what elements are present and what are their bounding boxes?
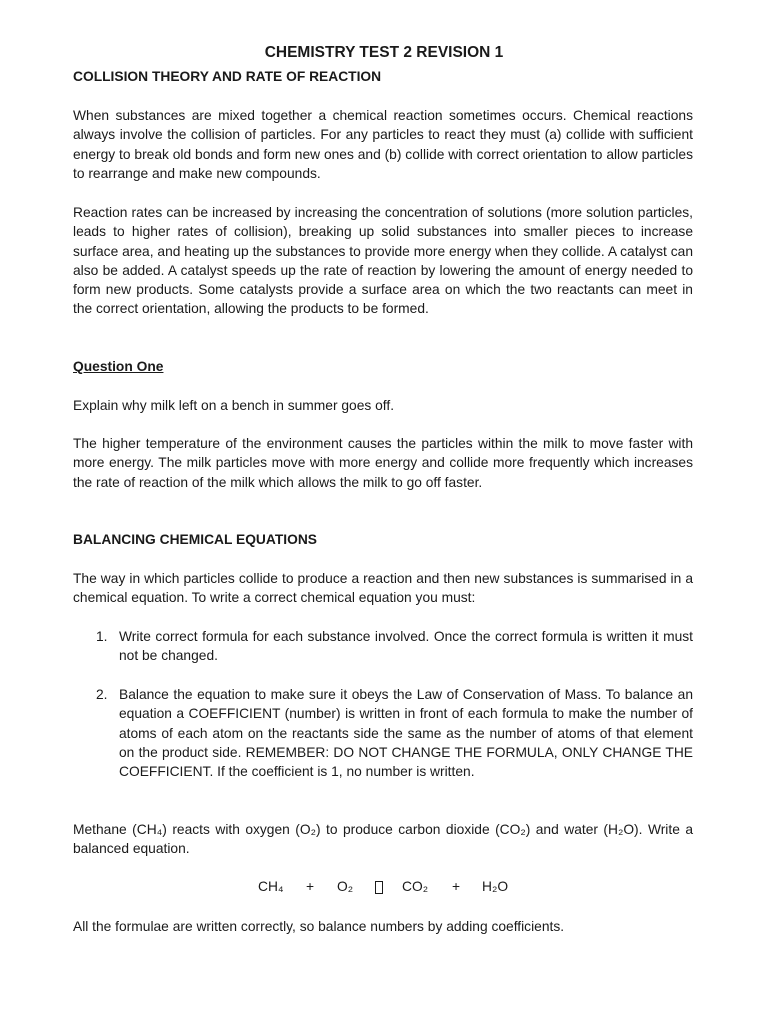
list-item-number: 1. bbox=[96, 629, 108, 644]
equation-term-h2o: H₂O bbox=[482, 879, 509, 894]
section-heading-balancing: BALANCING CHEMICAL EQUATIONS bbox=[73, 532, 317, 547]
reaction-arrow-icon bbox=[375, 877, 383, 899]
section-heading-collision-theory: COLLISION THEORY AND RATE OF REACTION bbox=[73, 69, 382, 84]
equation-term-ch4: CH₄ bbox=[258, 879, 284, 894]
list-item bbox=[73, 685, 693, 781]
question-one-text: Explain why milk left on a bench in summer goes off. bbox=[73, 398, 395, 413]
paragraph-methane: Methane (CH₄) reacts with oxygen (O₂) to produce carbon dioxide (CO₂) and water (H₂O). Write a balanced equation. bbox=[73, 822, 693, 857]
paragraph-reaction-rates: Reaction rates can be increased by increasing the concentration of solutions (more solution particles, leads to higher rates of collision), breaking up solid substances into smaller pieces to increase surface area, and heating up the substances to provide more energy when they collide. A catalyst can also be added. A catalyst speeds up the rate of reaction by lowering the amount of energy needed to form new products. Some catalysts provide a surface area on which the two reactants can meet in the correct orientation, allowing the products to be formed. bbox=[73, 205, 693, 317]
list-item bbox=[73, 627, 693, 666]
equation-plus: + bbox=[306, 879, 315, 894]
list-item-number: 2. bbox=[96, 687, 108, 702]
question-one-heading: Question One bbox=[73, 359, 164, 374]
equation-term-co2: CO₂ bbox=[402, 879, 429, 894]
list-item-text: Balance the equation to make sure it obeys the Law of Conservation of Mass. To balance an equation a COEFFICIENT (number) is written in front of each formula to make the number of atoms of each atom on the reactants side the same as the number of atoms of that element on the product side. REMEMBER: DO NOT CHANGE THE FORMULA, ONLY CHANGE THE COEFFICIENT. If the coefficient is 1, no number is written. bbox=[119, 687, 693, 780]
document-title: CHEMISTRY TEST 2 REVISION 1 bbox=[264, 44, 504, 61]
equation-term-o2: O₂ bbox=[337, 879, 354, 894]
paragraph-collision-intro: When substances are mixed together a chemical reaction sometimes occurs. Chemical reactions always involve the collision of particles. For any particles to react they must (a) collide with sufficient energy to break old bonds and form new ones and (b) collide with correct orientation to allow particles to rearrange and make new compounds. bbox=[73, 108, 693, 181]
equation-plus: + bbox=[452, 879, 461, 894]
list-item-text: Write correct formula for each substance involved. Once the correct formula is written it must not be changed. bbox=[119, 629, 693, 664]
paragraph-balancing-intro: The way in which particles collide to produce a reaction and then new substances is summarised in a chemical equation. To write a correct chemical equation you must: bbox=[73, 571, 693, 606]
paragraph-closing: All the formulae are written correctly, so balance numbers by adding coefficients. bbox=[73, 919, 565, 934]
question-one-answer: The higher temperature of the environment causes the particles within the milk to move faster with more energy. The milk particles move with more energy and collide more frequently which increases the rate of reaction of the milk which allows the milk to go off faster. bbox=[73, 436, 693, 490]
